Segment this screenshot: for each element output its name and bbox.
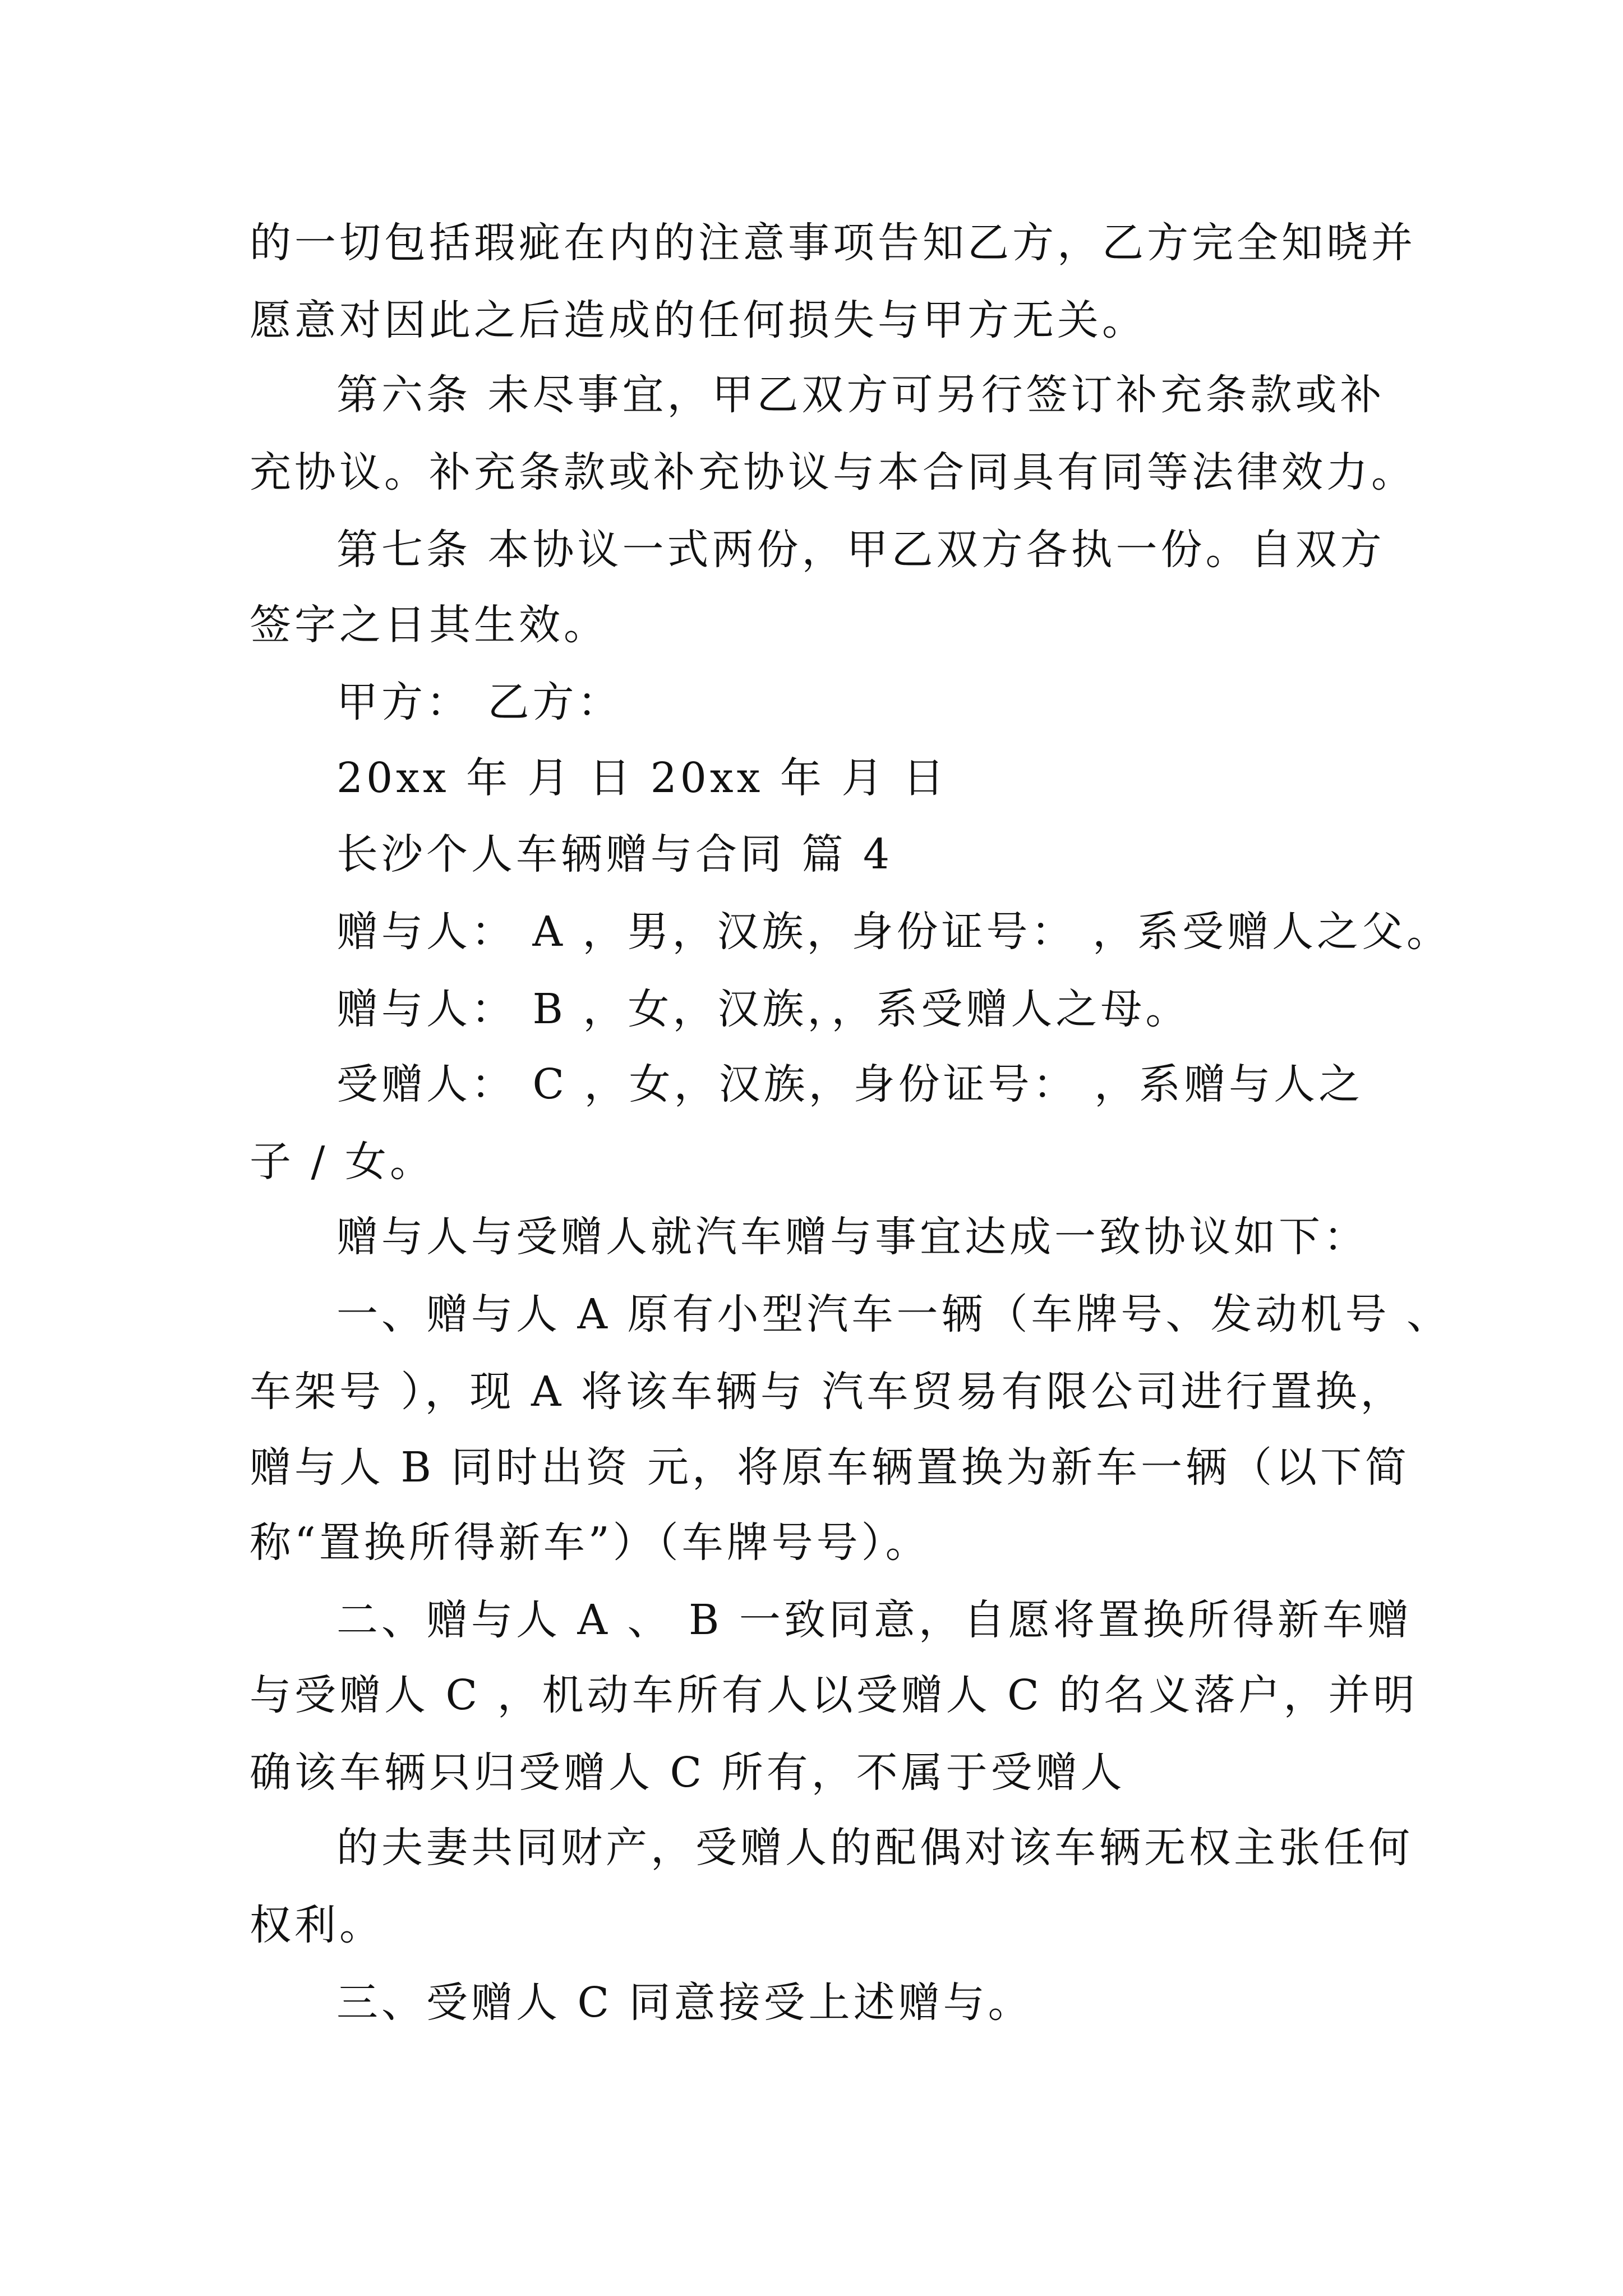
text-line-11: 赠与人： B ，女，汉族，，系受赠人之母。: [336, 985, 1191, 1033]
text-line-24: 三、受赠人 C 同意接受上述赠与。: [336, 1978, 1033, 2027]
text-line-6: 签字之日其生效。: [250, 601, 608, 649]
text-line-4: 充协议。补充条款或补充协议与本合同具有同等法律效力。: [250, 448, 1416, 496]
signature-parties: 甲方： 乙方：: [336, 678, 623, 726]
text-line-18: 称“置换所得新车”）（车牌号号）。: [250, 1519, 930, 1567]
text-line-21: 确该车辆只归受赠人 C 所有，不属于受赠人: [250, 1749, 1126, 1797]
text-line-15: 一、赠与人 A 原有小型汽车一辆（车牌号、发动机号 、: [336, 1290, 1452, 1338]
text-line-19: 二、赠与人 A 、 B 一致同意，自愿将置换所得新车赠: [336, 1596, 1412, 1644]
text-line-22: 的夫妻共同财产，受赠人的配偶对该车辆无权主张任何: [336, 1824, 1413, 1872]
text-line-3: 第六条 未尽事宜，甲乙双方可另行签订补充条款或补: [336, 371, 1385, 419]
text-line-2: 愿意对因此之后造成的任何损失与甲方无关。: [250, 296, 1147, 344]
text-line-17: 赠与人 B 同时出资 元，将原车辆置换为新车一辆（以下简: [250, 1443, 1410, 1492]
text-line-10: 赠与人： A ，男，汉族，身份证号： ，系受赠人之父。: [336, 908, 1452, 956]
text-line-1: 的一切包括瑕疵在内的注意事项告知乙方，乙方完全知晓并: [250, 219, 1416, 267]
text-line-20: 与受赠人 C ，机动车所有人以受赠人 C 的名义落户，并明: [250, 1671, 1418, 1719]
text-line-5: 第七条 本协议一式两份，甲乙双方各执一份。自双方: [336, 526, 1385, 574]
text-line-12: 受赠人： C ，女，汉族，身份证号： ，系赠与人之: [336, 1060, 1364, 1108]
text-line-13: 子 / 女。: [250, 1138, 435, 1186]
signature-dates: 20xx 年 月 日 20xx 年 月 日: [336, 754, 948, 802]
section-title: 长沙个人车辆赠与合同 篇 4: [336, 830, 893, 878]
text-line-14: 赠与人与受赠人就汽车赠与事宜达成一致协议如下：: [336, 1213, 1368, 1261]
text-line-16: 车架号 ），现 A 将该车辆与 汽车贸易有限公司进行置换，: [250, 1368, 1405, 1416]
text-line-23: 权利。: [250, 1901, 384, 1949]
